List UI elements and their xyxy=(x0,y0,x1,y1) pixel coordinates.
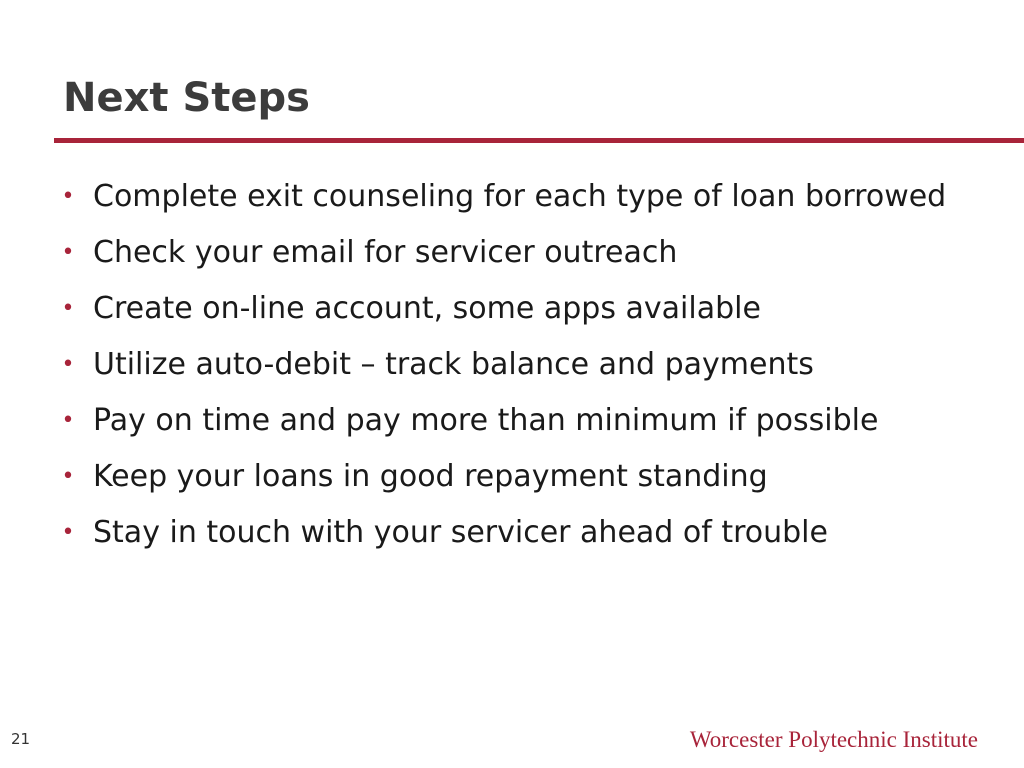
bullet-icon: • xyxy=(61,408,75,433)
bullet-icon: • xyxy=(61,352,75,377)
slide-number: 21 xyxy=(11,730,31,748)
bullet-item xyxy=(58,346,958,384)
institution-wordmark: Worcester Polytechnic Institute xyxy=(689,727,978,752)
bullet-item xyxy=(58,234,958,272)
bullet-item xyxy=(58,514,958,552)
title-divider xyxy=(54,138,1024,143)
bullet-text: Complete exit counseling for each type of loan borrowed xyxy=(93,179,947,214)
bullet-icon: • xyxy=(61,184,75,209)
bullet-text: Utilize auto-debit – track balance and payments xyxy=(93,347,814,382)
bullet-icon: • xyxy=(61,464,75,489)
bullet-text: Keep your loans in good repayment standing xyxy=(93,459,768,494)
bullet-item xyxy=(58,178,958,216)
bullet-text: Pay on time and pay more than minimum if possible xyxy=(93,403,879,438)
bullet-text: Stay in touch with your servicer ahead of trouble xyxy=(93,515,828,550)
bullet-item xyxy=(58,402,958,440)
bullet-text: Create on-line account, some apps available xyxy=(93,291,761,326)
bullet-item xyxy=(58,290,958,328)
bullet-item xyxy=(58,458,958,496)
bullet-icon: • xyxy=(61,296,75,321)
bullet-icon: • xyxy=(61,520,75,545)
bullet-text: Check your email for servicer outreach xyxy=(93,235,678,270)
bullet-icon: • xyxy=(61,240,75,265)
bullet-list xyxy=(58,178,958,570)
slide-title: Next Steps xyxy=(63,75,310,121)
